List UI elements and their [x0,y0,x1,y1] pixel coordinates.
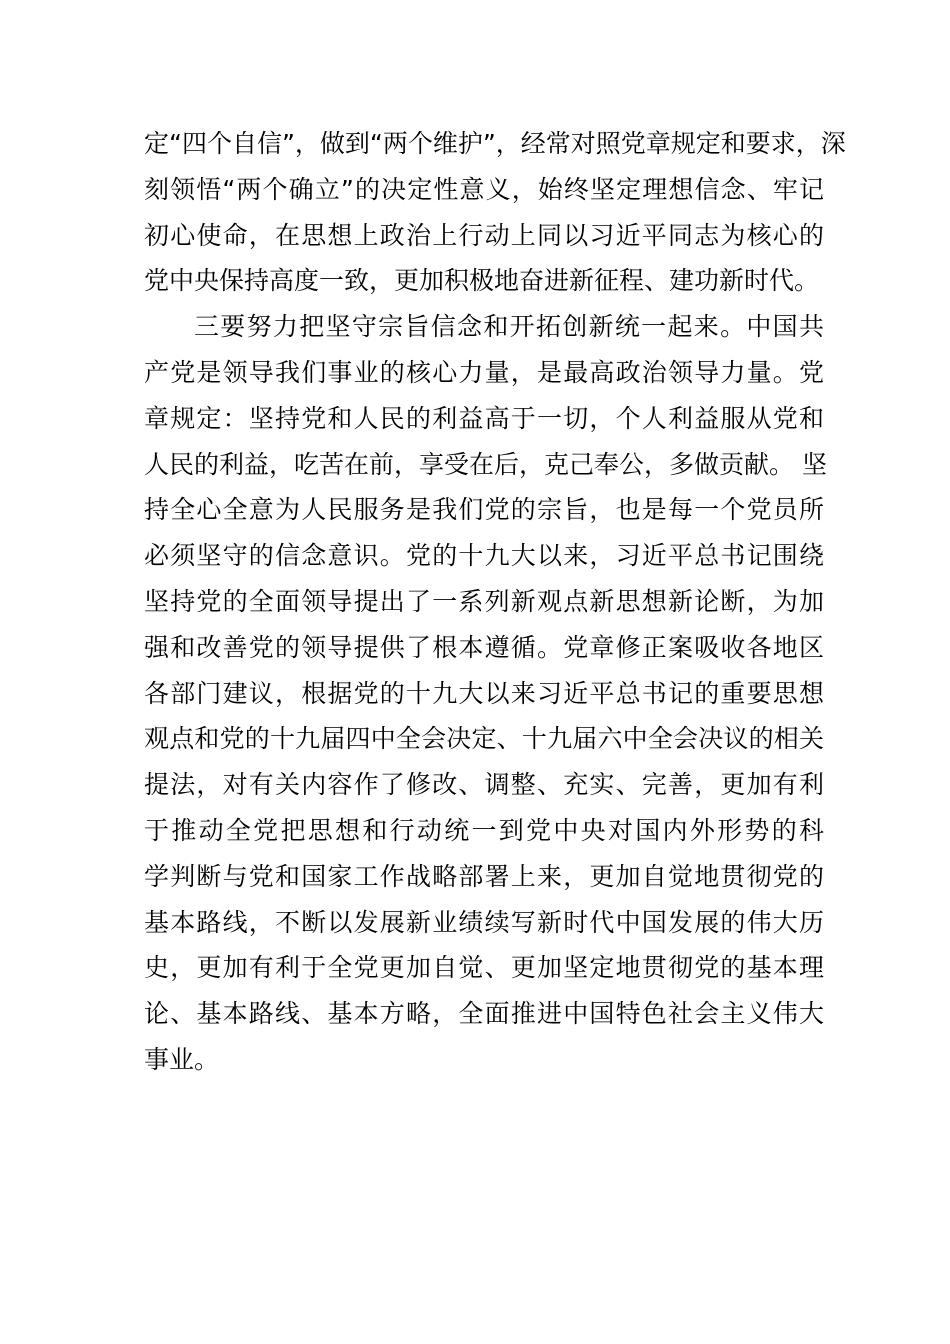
text-line: 产党是领导我们事业的核心力量，是最高政治领导力量。党 [144,357,824,387]
text-line: 刻领悟“两个确立”的决定性意义，始终坚定理想信念、牢记 [144,174,824,204]
text-line: 必须坚守的信念意识。党的十九大以来，习近平总书记围绕 [144,541,824,571]
text-line: 论、基本路线、基本方略，全面推进中国特色社会主义伟大 [144,999,824,1029]
text-line: 观点和党的十九届四中全会决定、十九届六中全会决议的相关 [144,724,824,754]
text-line: 党中央保持高度一致，更加积极地奋进新征程、建功新时代。 [144,266,820,296]
text-line: 于推动全党把思想和行动统一到党中央对国内外形势的科 [144,815,824,845]
text-line: 坚持党的全面领导提出了一系列新观点新思想新论断，为加 [144,586,824,616]
text-line: 学判断与党和国家工作战略部署上来，更加自觉地贯彻党的 [144,861,824,891]
text-line: 持全心全意为人民服务是我们党的宗旨，也是每一个党员所 [144,495,824,525]
text-line: 事业。 [144,1044,220,1074]
body-text [144,121,846,1083]
text-line: 定“四个自信”，做到“两个维护”，经常对照党章规定和要求，深 [144,129,846,158]
text-line: 初心使命，在思想上政治上行动上同以习近平同志为核心的 [144,220,824,250]
text-line: 人民的利益，吃苦在前，享受在后，克己奉公，多做贡献。 坚 [144,449,827,479]
text-line: 史，更加有利于全党更加自觉、更加坚定地贯彻党的基本理 [144,953,824,983]
text-line: 提法，对有关内容作了修改、调整、充实、完善，更加有利 [144,770,824,800]
text-line: 强和改善党的领导提供了根本遵循。党章修正案吸收各地区 [144,632,824,662]
text-line: 章规定：坚持党和人民的利益高于一切，个人利益服从党和 [144,403,824,433]
paragraph-start-line: 三要努力把坚守宗旨信念和开拓创新统一起来。中国共 [194,312,824,342]
text-line: 基本路线，不断以发展新业绩续写新时代中国发展的伟大历 [144,907,824,937]
text-line: 各部门建议，根据党的十九大以来习近平总书记的重要思想 [144,678,824,708]
